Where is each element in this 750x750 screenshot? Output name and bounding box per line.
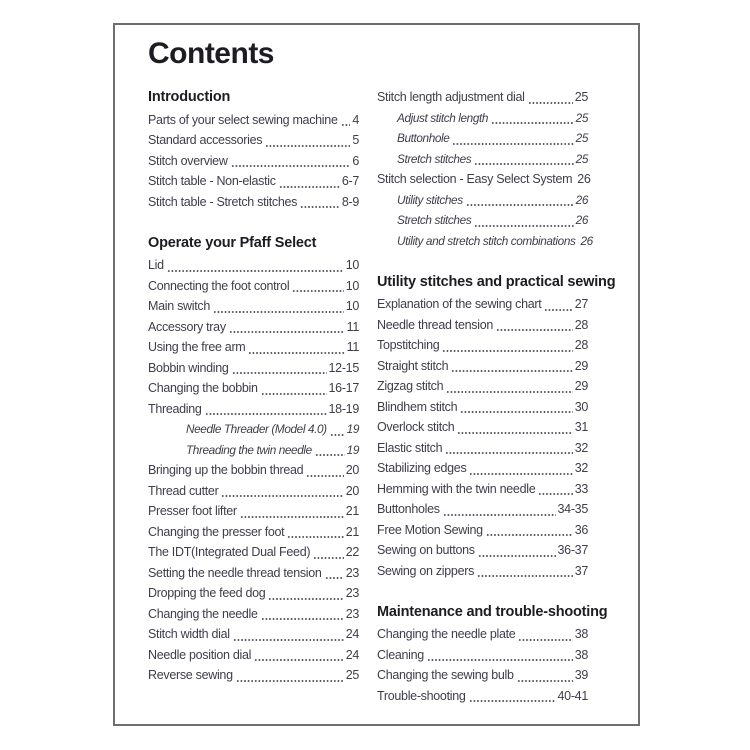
toc-entry-label: Threading the twin needle — [186, 442, 312, 457]
toc-entry-label: Sewing on zippers — [377, 563, 475, 578]
toc-entry-label: Changing the needle plate — [377, 627, 516, 641]
toc-entry-label: Stitch table - Stretch stitches — [148, 194, 298, 209]
dotted-leader — [494, 315, 574, 336]
dotted-leader — [339, 110, 352, 131]
toc-entry-page: 32 — [574, 440, 588, 455]
dotted-leader — [467, 686, 557, 707]
dotted-leader — [449, 356, 573, 377]
toc-entry — [377, 87, 588, 108]
toc-entry-page: 6 — [352, 153, 359, 168]
toc-entry — [377, 335, 588, 356]
dotted-leader — [313, 440, 346, 461]
toc-entry-page: 10 — [345, 299, 359, 313]
toc-entry — [377, 665, 588, 686]
section-heading: Operate your Pfaff Select — [148, 234, 317, 251]
toc-entry-page: 26 — [580, 233, 593, 248]
toc-entry-label: Needle Threader (Model 4.0) — [186, 422, 327, 436]
toc-entry-label: Presser foot lifter — [148, 504, 237, 518]
toc-entry — [377, 108, 588, 129]
dotted-leader — [489, 108, 575, 129]
toc-entry-page: 20 — [345, 463, 359, 477]
dotted-leader — [323, 563, 345, 584]
toc-entry — [377, 315, 588, 336]
toc-entry-page: 28 — [574, 338, 588, 352]
dotted-leader — [290, 276, 344, 297]
toc-column-right — [377, 87, 616, 706]
toc-entry-page: 25 — [575, 151, 588, 166]
toc-entry-label: Parts of your select sewing machine — [148, 112, 338, 127]
dotted-leader — [515, 665, 574, 686]
dotted-leader — [259, 604, 345, 625]
toc-entry — [148, 399, 359, 420]
toc-entry-page: 23 — [345, 606, 359, 621]
dotted-leader — [475, 561, 574, 582]
toc-entry-page: 40-41 — [557, 688, 588, 703]
toc-entry-label: Needle thread tension — [377, 317, 494, 332]
toc-entry-page: 12-15 — [328, 360, 359, 375]
toc-entry-label: Stitch selection - Easy Select System — [377, 172, 573, 186]
toc-entry — [148, 171, 359, 192]
toc-entry-label: Needle position dial — [148, 647, 252, 662]
toc-entry-label: Sewing on buttons — [377, 543, 475, 557]
toc-entry-page: 10 — [345, 278, 359, 293]
toc-entry — [377, 149, 588, 170]
dotted-leader — [472, 149, 574, 170]
toc-entry — [148, 542, 359, 563]
dotted-leader — [542, 294, 573, 315]
toc-column-left — [148, 87, 359, 706]
dotted-leader — [576, 231, 579, 252]
toc-entry — [377, 294, 588, 315]
toc-entry-label: Stitch table - Non-elastic — [148, 174, 276, 188]
toc-entry-label: The IDT(Integrated Dual Feed) — [148, 545, 311, 559]
toc-entry-page: 23 — [345, 586, 359, 600]
toc-entry — [148, 645, 359, 666]
dotted-leader — [238, 501, 345, 522]
section-heading: Maintenance and trouble-shooting — [377, 603, 608, 620]
toc-entry — [377, 561, 588, 582]
toc-entry-page: 38 — [574, 627, 588, 641]
toc-section — [377, 87, 593, 251]
toc-entry-page: 36 — [574, 522, 588, 537]
dotted-leader — [259, 378, 328, 399]
toc-entry-label: Accessory tray — [148, 319, 226, 334]
toc-entry-label: Trouble-shooting — [377, 688, 466, 703]
toc-entry-page: 23 — [345, 565, 359, 580]
toc-entry-page: 32 — [574, 461, 588, 475]
toc-entry-label: Setting the needle thread tension — [148, 565, 322, 580]
toc-entry-label: Standard accessories — [148, 133, 263, 147]
toc-entry-page: 10 — [345, 258, 359, 272]
toc-entry-label: Stretch stitches — [397, 151, 472, 166]
toc-entry — [148, 604, 359, 625]
dotted-leader — [573, 169, 576, 190]
toc-entry — [148, 378, 359, 399]
toc-entry-page: 21 — [345, 504, 359, 518]
toc-entry-page: 20 — [345, 483, 359, 498]
toc-entry — [148, 440, 359, 461]
dotted-leader — [311, 542, 344, 563]
contents-page — [113, 23, 640, 726]
toc-entry-page: 19 — [346, 442, 359, 457]
toc-section — [148, 87, 359, 212]
toc-entry-page: 6-7 — [341, 174, 359, 188]
toc-entry-label: Explanation of the sewing chart — [377, 297, 542, 311]
toc-entry-page: 26 — [575, 213, 588, 227]
toc-entry-page: 33 — [574, 481, 588, 496]
toc-entry — [148, 151, 359, 172]
toc-entry — [148, 624, 359, 645]
toc-entry-page: 8-9 — [341, 194, 359, 209]
dotted-leader — [263, 130, 351, 151]
toc-entry — [148, 358, 359, 379]
toc-entry-label: Utility and stretch stitch combinations — [397, 233, 576, 248]
dotted-leader — [203, 399, 328, 420]
toc-entry-label: Dropping the feed dog — [148, 586, 266, 600]
dotted-leader — [231, 624, 345, 645]
dotted-leader — [464, 190, 575, 211]
dotted-leader — [328, 419, 346, 440]
toc-entry-label: Adjust stitch length — [397, 110, 489, 125]
dotted-leader — [472, 210, 574, 231]
dotted-leader — [444, 376, 573, 397]
toc-entry-page: 24 — [345, 627, 359, 641]
toc-entry — [148, 501, 359, 522]
toc-entry-page: 26 — [577, 172, 591, 186]
toc-entry — [377, 190, 588, 211]
toc-entry-label: Reverse sewing — [148, 668, 233, 682]
toc-entry-page: 30 — [574, 399, 588, 414]
toc-entry-label: Changing the presser foot — [148, 524, 285, 539]
toc-entry — [377, 624, 588, 645]
toc-entry-page: 5 — [352, 133, 359, 147]
dotted-leader — [484, 520, 574, 541]
toc-entry — [377, 231, 593, 252]
toc-entry — [377, 376, 588, 397]
toc-entry-label: Buttonholes — [377, 502, 440, 516]
toc-columns — [148, 87, 616, 706]
section-heading: Introduction — [148, 89, 231, 105]
dotted-leader — [455, 417, 573, 438]
toc-entry — [377, 458, 588, 479]
dotted-leader — [458, 397, 573, 418]
toc-entry-label: Changing the sewing bulb — [377, 668, 514, 682]
toc-entry-label: Changing the needle — [148, 606, 258, 621]
toc-entry — [148, 337, 359, 358]
page-title: Contents — [148, 37, 274, 70]
toc-entry-page: 36-37 — [557, 543, 588, 557]
toc-entry-page: 25 — [575, 131, 588, 145]
toc-entry-page: 16-17 — [328, 381, 359, 395]
toc-entry — [377, 417, 588, 438]
dotted-leader — [211, 296, 345, 317]
toc-entry-label: Bringing up the bobbin thread — [148, 463, 304, 477]
toc-entry-label: Elastic stitch — [377, 440, 443, 455]
toc-entry-label: Connecting the foot control — [148, 278, 290, 293]
toc-entry — [148, 460, 359, 481]
dotted-leader — [277, 171, 341, 192]
toc-entry — [148, 130, 359, 151]
toc-entry-page: 22 — [345, 545, 359, 559]
toc-entry — [377, 128, 588, 149]
toc-entry — [148, 110, 359, 131]
toc-entry-label: Stitch width dial — [148, 627, 230, 641]
toc-entry-page: 21 — [345, 524, 359, 539]
toc-entry-page: 29 — [574, 358, 588, 373]
toc-entry-page: 25 — [574, 90, 588, 104]
toc-entry-label: Hemming with the twin needle — [377, 481, 536, 496]
toc-entry — [148, 563, 359, 584]
dotted-leader — [229, 151, 352, 172]
toc-entry-page: 28 — [574, 317, 588, 332]
toc-entry-page: 25 — [575, 110, 588, 125]
toc-entry — [377, 686, 588, 707]
toc-entry — [148, 317, 359, 338]
toc-entry-label: Cleaning — [377, 647, 424, 662]
toc-entry-page: 34-35 — [557, 502, 588, 516]
toc-entry-label: Free Motion Sewing — [377, 522, 483, 537]
toc-entry-label: Stitch length adjustment dial — [377, 90, 525, 104]
toc-entry — [377, 169, 591, 190]
toc-entry-label: Bobbin winding — [148, 360, 229, 375]
toc-entry-label: Stitch overview — [148, 153, 228, 168]
toc-entry-label: Buttonhole — [397, 131, 450, 145]
toc-entry-page: 11 — [346, 340, 359, 354]
toc-entry — [377, 438, 588, 459]
toc-entry — [148, 296, 359, 317]
dotted-leader — [443, 438, 573, 459]
toc-entry-page: 4 — [352, 112, 359, 127]
toc-entry-label: Lid — [148, 258, 164, 272]
dotted-leader — [252, 645, 345, 666]
toc-entry-label: Straight stitch — [377, 358, 449, 373]
toc-entry — [377, 479, 588, 500]
dotted-leader — [440, 335, 573, 356]
toc-entry — [148, 192, 359, 213]
toc-entry-label: Stretch stitches — [397, 213, 472, 227]
dotted-leader — [298, 192, 341, 213]
toc-entry-page: 38 — [574, 647, 588, 662]
toc-entry-page: 19 — [346, 422, 359, 436]
dotted-leader — [516, 624, 573, 645]
toc-entry — [148, 419, 359, 440]
dotted-leader — [425, 645, 574, 666]
toc-entry — [377, 645, 588, 666]
dotted-leader — [266, 583, 344, 604]
dotted-leader — [165, 255, 345, 276]
dotted-leader — [285, 522, 344, 543]
toc-entry-label: Overlock stitch — [377, 420, 455, 434]
toc-entry-page: 39 — [574, 668, 588, 682]
dotted-leader — [230, 358, 328, 379]
toc-entry — [148, 522, 359, 543]
dotted-leader — [219, 481, 344, 502]
toc-entry — [148, 276, 359, 297]
toc-entry-page: 29 — [574, 379, 588, 393]
toc-entry-label: Utility stitches — [397, 192, 463, 207]
toc-entry — [148, 665, 359, 686]
toc-entry-page: 24 — [345, 647, 359, 662]
toc-section — [377, 602, 608, 707]
dotted-leader — [304, 460, 344, 481]
toc-entry-page: 31 — [574, 420, 588, 434]
toc-entry-label: Using the free arm — [148, 340, 246, 354]
dotted-leader — [476, 540, 557, 561]
toc-entry-label: Thread cutter — [148, 483, 219, 498]
dotted-leader — [234, 665, 345, 686]
toc-section — [148, 233, 359, 686]
toc-entry — [377, 499, 588, 520]
toc-section — [377, 272, 616, 582]
toc-entry — [148, 583, 359, 604]
toc-entry-page: 37 — [574, 563, 588, 578]
toc-entry-page: 27 — [574, 297, 588, 311]
toc-entry-page: 18-19 — [328, 401, 359, 416]
dotted-leader — [450, 128, 574, 149]
dotted-leader — [467, 458, 573, 479]
dotted-leader — [246, 337, 345, 358]
toc-entry — [377, 540, 588, 561]
dotted-leader — [526, 87, 574, 108]
toc-entry-page: 11 — [346, 319, 359, 334]
toc-entry-label: Topstitching — [377, 338, 440, 352]
toc-entry-page: 26 — [575, 192, 588, 207]
toc-entry — [377, 210, 588, 231]
toc-entry-page: 25 — [345, 668, 359, 682]
toc-entry — [377, 520, 588, 541]
section-heading: Utility stitches and practical sewing — [377, 273, 616, 290]
toc-entry — [377, 356, 588, 377]
dotted-leader — [227, 317, 346, 338]
toc-entry — [148, 255, 359, 276]
dotted-leader — [536, 479, 573, 500]
toc-entry-label: Threading — [148, 401, 202, 416]
toc-entry-label: Changing the bobbin — [148, 381, 258, 395]
dotted-leader — [441, 499, 557, 520]
toc-entry — [377, 397, 588, 418]
toc-entry-label: Stabilizing edges — [377, 461, 467, 475]
toc-entry — [148, 481, 359, 502]
toc-entry-label: Zigzag stitch — [377, 379, 444, 393]
toc-entry-label: Main switch — [148, 299, 210, 313]
toc-entry-label: Blindhem stitch — [377, 399, 458, 414]
